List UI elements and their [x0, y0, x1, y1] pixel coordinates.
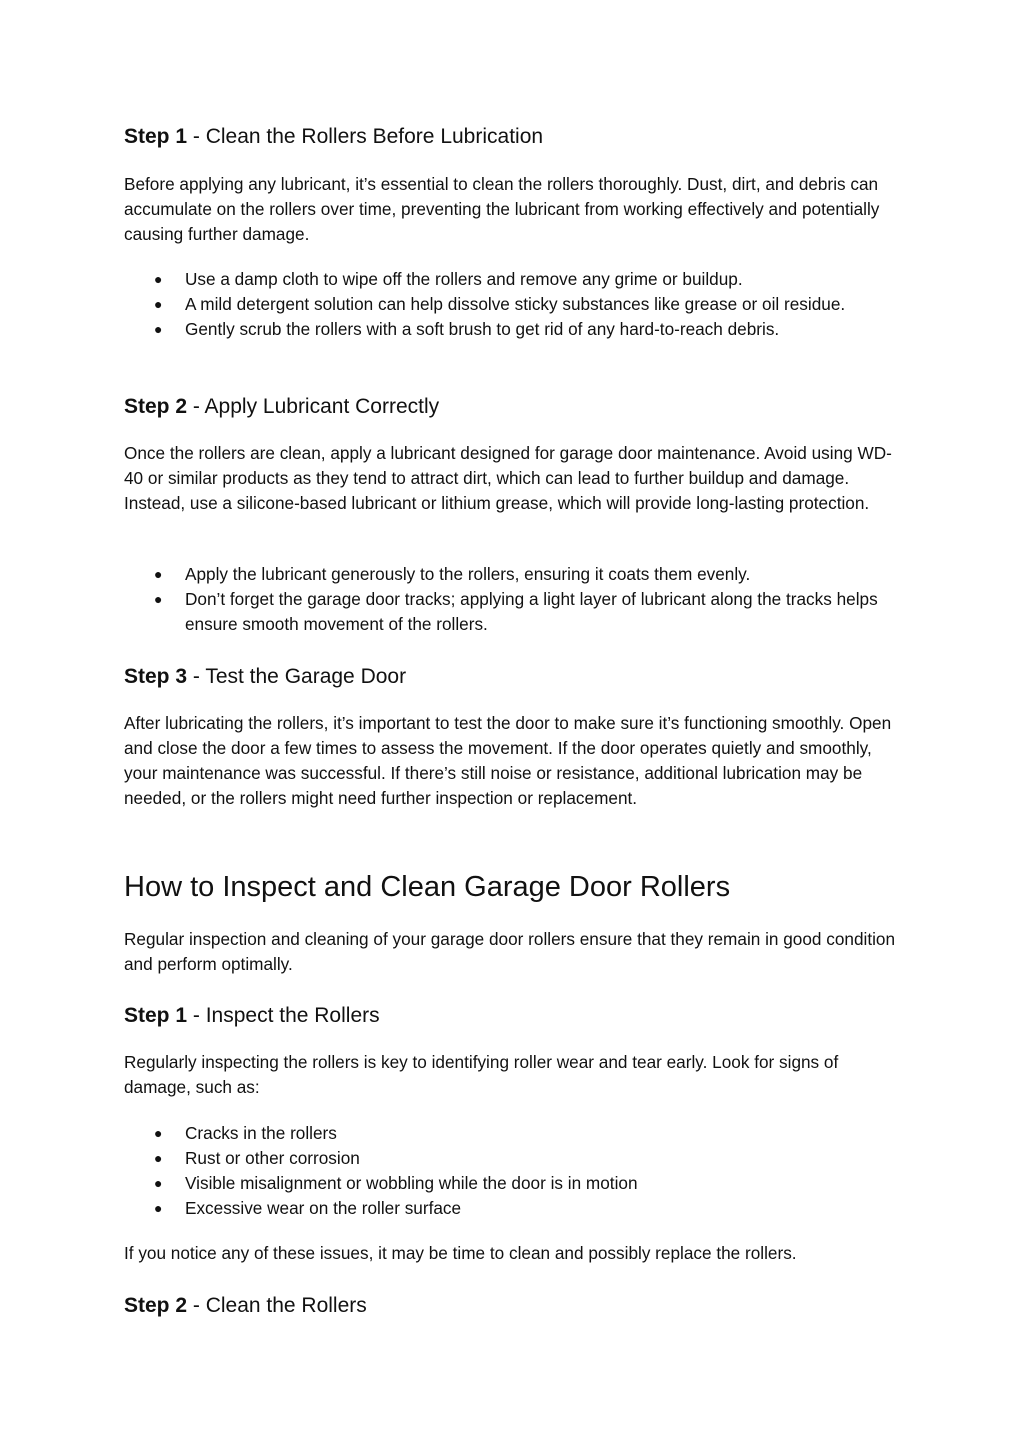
bullet-icon: ● [154, 1125, 163, 1141]
inspect-step2-heading [124, 1293, 904, 1319]
step3-heading [124, 664, 904, 690]
step2-paragraph: Once the rollers are clean, apply a lubricant designed for garage door maintenance. Avoid using WD-40 or similar products as they tend to attract dirt, which can lead to further buildup and damage. Instead, use a silicone-based lubricant or lithium grease, which will provide long-lasting protection. [124, 443, 892, 513]
section-title: How to Inspect and Clean Garage Door Rollers [124, 871, 731, 903]
step3-paragraph: After lubricating the rollers, it’s important to test the door to make sure it’s functioning smoothly. Open and close the door a few times to assess the movement. If the door operates quietly and smoothly, your maintenance was successful. If there’s still noise or resistance, additional lubrication may be needed, or the rollers might need further inspection or replacement. [124, 713, 892, 808]
bullet-icon: ● [154, 296, 163, 312]
bullet-icon: ● [154, 566, 163, 582]
step2-heading [124, 394, 904, 420]
list-item: ● Apply the lubricant generously to the rollers, ensuring it coats them evenly. [124, 562, 904, 587]
step-title: - Inspect the Rollers [187, 1004, 380, 1027]
bullet-icon: ● [154, 321, 163, 337]
list-item: ● Gently scrub the rollers with a soft brush to get rid of any hard-to-reach debris. [124, 317, 904, 342]
step-label: Step 2 [124, 1294, 188, 1317]
inspect-step1-bullet-list [124, 1121, 904, 1221]
step1-paragraph: Before applying any lubricant, it’s essential to clean the rollers thoroughly. Dust, dirt, and debris can accumulate on the rollers over time, preventing the lubricant from working effectively and potentially causing further damage. [124, 174, 880, 244]
bullet-icon: ● [154, 1150, 163, 1166]
bullet-icon: ● [154, 271, 163, 287]
bullet-icon: ● [154, 591, 163, 607]
list-item: ● Don’t forget the garage door tracks; applying a light layer of lubricant along the tracks helps ensure smooth movement of the rollers. [154, 589, 878, 634]
inspect-step1-paragraph: Regularly inspecting the rollers is key to identifying roller wear and tear early. Look for signs of damage, such as: [124, 1052, 839, 1097]
list-item: ● Rust or other corrosion [124, 1146, 904, 1171]
bullet-icon: ● [154, 1200, 163, 1216]
list-item: ● Cracks in the rollers [124, 1121, 904, 1146]
step-label: Step 2 [124, 395, 188, 418]
step-label: Step 3 [124, 665, 188, 688]
step-title: - Apply Lubricant Correctly [187, 395, 440, 418]
inspect-intro-paragraph: Regular inspection and cleaning of your garage door rollers ensure that they remain in good condition and perform optimally. [124, 929, 896, 974]
step1-bullet-list [124, 267, 904, 342]
list-item: ● Use a damp cloth to wipe off the rollers and remove any grime or buildup. [124, 267, 904, 292]
step-title: - Clean the Rollers [187, 1294, 367, 1317]
step-label: Step 1 [124, 1004, 188, 1027]
step2-bullet-list [124, 562, 904, 637]
inspect-step1-heading [124, 1003, 904, 1029]
list-item: ● A mild detergent solution can help dissolve sticky substances like grease or oil residue. [124, 292, 904, 317]
list-item: ● Visible misalignment or wobbling while the door is in motion [124, 1171, 904, 1196]
bullet-icon: ● [154, 1175, 163, 1191]
step-title: - Clean the Rollers Before Lubrication [187, 125, 544, 148]
inspect-step1-followup: If you notice any of these issues, it may be time to clean and possibly replace the rollers. [124, 1243, 797, 1263]
step1-heading [124, 124, 904, 150]
step-label: Step 1 [124, 125, 188, 148]
list-item: ● Excessive wear on the roller surface [124, 1196, 904, 1221]
step-title: - Test the Garage Door [187, 665, 407, 688]
